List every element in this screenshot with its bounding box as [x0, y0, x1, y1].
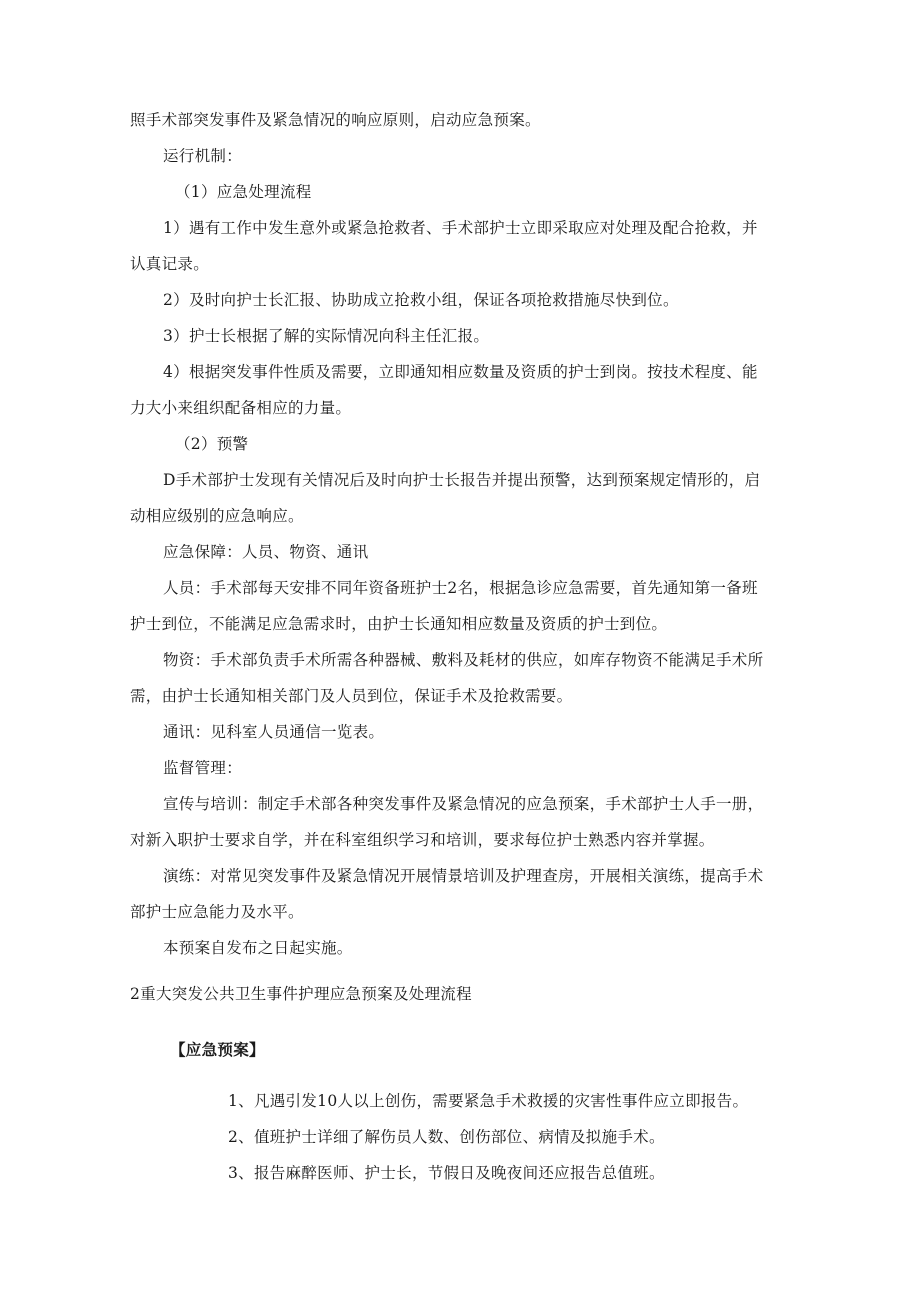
subsection-heading: （2）预警	[175, 435, 249, 453]
paragraph-line: 本预案自发布之日起实施。	[163, 939, 353, 957]
list-item: 3、报告麻醉医师、护士长，节假日及晚夜间还应报告总值班。	[228, 1164, 665, 1182]
paragraph-line: 需，由护士长通知相关部门及人员到位，保证手术及抢救需要。	[130, 687, 573, 705]
paragraph-line: 人员：手术部每天安排不同年资备班护士2名，根据急诊应急需要，首先通知第一备班	[163, 579, 758, 597]
chapter-heading: 2重大突发公共卫生事件护理应急预案及处理流程	[130, 985, 472, 1003]
paragraph-line: 部护士应急能力及水平。	[130, 903, 304, 921]
paragraph-line: D手术部护士发现有关情况后及时向护士长报告并提出预警，达到预案规定情形的，启	[163, 471, 761, 489]
emergency-plan-heading: 【应急预案】	[170, 1041, 265, 1059]
paragraph-line: 照手术部突发事件及紧急情况的响应原则，启动应急预案。	[130, 111, 541, 129]
list-item: 1、凡遇引发10人以上创伤，需要紧急手术救援的灾害性事件应立即报告。	[228, 1092, 749, 1110]
paragraph-line: 宣传与培训：制定手术部各种突发事件及紧急情况的应急预案，手术部护士人手一册，	[163, 795, 764, 813]
paragraph-line: 对新入职护士要求自学，并在科室组织学习和培训，要求每位护士熟悉内容并掌握。	[130, 831, 715, 849]
section-heading: 应急保障：人员、物资、通讯	[163, 543, 369, 561]
paragraph-line: 护士到位，不能满足应急需求时，由护士长通知相应数量及资质的护士到位。	[130, 615, 668, 633]
paragraph-line: 动相应级别的应急响应。	[130, 507, 304, 525]
list-item: 2、值班护士详细了解伤员人数、创伤部位、病情及拟施手术。	[228, 1128, 665, 1146]
subsection-heading: （1）应急处理流程	[175, 183, 312, 201]
paragraph-line: 2）及时向护士长汇报、协助成立抢救小组，保证各项抢救措施尽快到位。	[163, 291, 679, 309]
paragraph-line: 物资：手术部负责手术所需各种器械、敷料及耗材的供应，如库存物资不能满足手术所	[163, 651, 764, 669]
paragraph-line: 3）护士长根据了解的实际情况向科主任汇报。	[163, 327, 490, 345]
paragraph-line: 力大小来组织配备相应的力量。	[130, 399, 352, 417]
paragraph-line: 通讯：见科室人员通信一览表。	[163, 723, 385, 741]
paragraph-line: 认真记录。	[130, 255, 210, 273]
paragraph-line: 演练：对常见突发事件及紧急情况开展情景培训及护理查房，开展相关演练，提高手术	[163, 867, 764, 885]
section-heading: 运行机制：	[163, 147, 243, 165]
section-heading: 监督管理：	[163, 759, 243, 777]
paragraph-line: 1）遇有工作中发生意外或紧急抢救者、手术部护士立即采取应对处理及配合抢救，并	[163, 219, 758, 237]
paragraph-line: 4）根据突发事件性质及需要，立即通知相应数量及资质的护士到岗。按技术程度、能	[163, 363, 758, 381]
